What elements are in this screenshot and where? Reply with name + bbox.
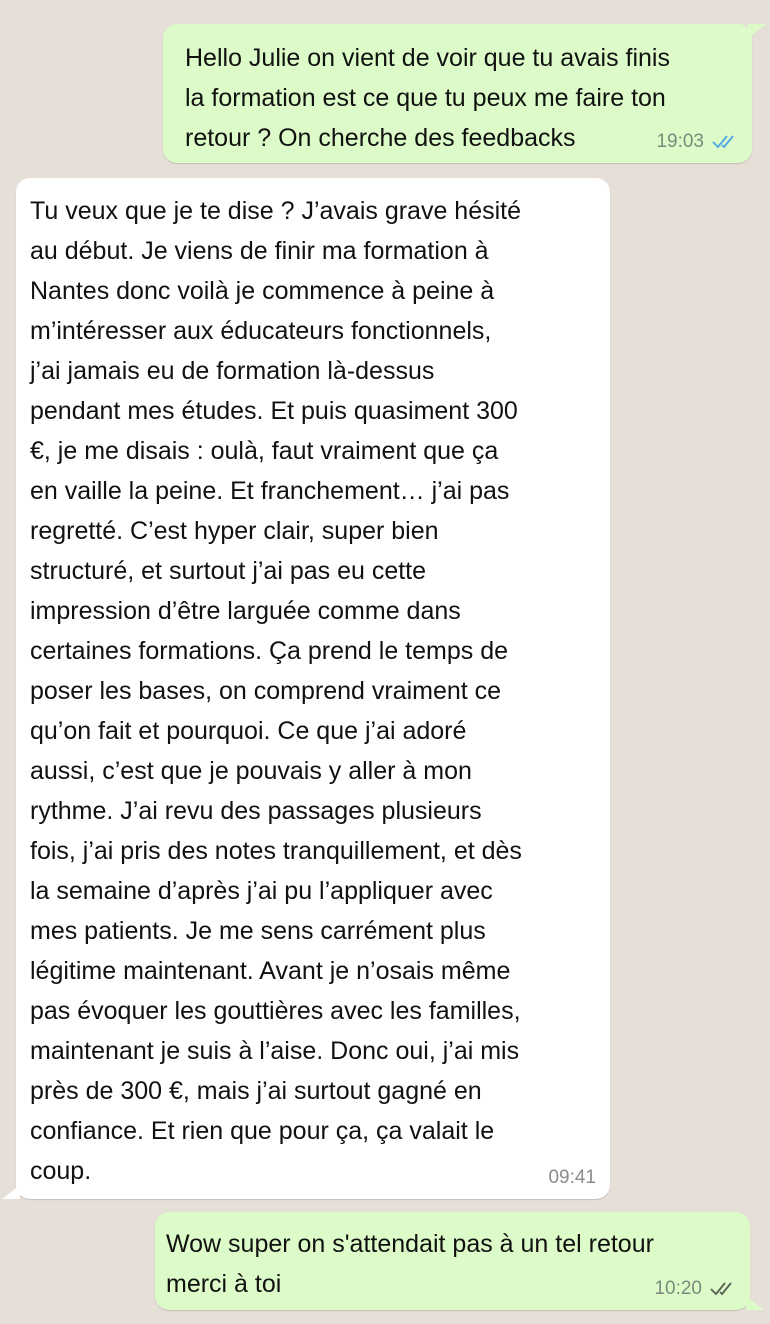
- outgoing-message-bubble[interactable]: [163, 24, 752, 163]
- message-text-line: fois, j’ai pris des notes tranquillement, et dès: [30, 837, 522, 865]
- message-text-line: aussi, c’est que je pouvais y aller à mon: [30, 757, 472, 785]
- message-text-line: merci à toi: [166, 1270, 282, 1298]
- message-time: 09:41: [548, 1167, 596, 1188]
- message-text-line: légitime maintenant. Avant je n’osais même: [30, 957, 511, 985]
- message-text-line: maintenant je suis à l’aise. Donc oui, j’ai mis: [30, 1037, 520, 1065]
- bubble-tail: [2, 1185, 20, 1199]
- bubble-tail: [746, 1296, 764, 1310]
- double-check-delivered-icon: [710, 1281, 736, 1297]
- message-text-line: certaines formations. Ça prend le temps de: [30, 637, 509, 665]
- message-time: 19:03: [656, 131, 704, 152]
- message-text-line: confiance. Et rien que pour ça, ça valait le: [30, 1117, 495, 1145]
- outgoing-message-bubble[interactable]: [155, 1212, 750, 1310]
- message-time: 10:20: [654, 1278, 702, 1299]
- message-text-line: Tu veux que je te dise ? J’avais grave hésité: [30, 197, 522, 225]
- message-text-line: pas évoquer les gouttières avec les familles,: [30, 997, 521, 1025]
- bubble-tail: [748, 24, 766, 38]
- message-text-line: poser les bases, on comprend vraiment ce: [30, 677, 502, 705]
- message-text-line: coup.: [30, 1157, 92, 1185]
- message-text-line: mes patients. Je me sens carrément plus: [30, 917, 486, 945]
- message-meta: [654, 1278, 736, 1300]
- message-meta: [548, 1167, 596, 1189]
- message-text-line: j’ai jamais eu de formation là-dessus: [30, 357, 435, 385]
- message-text-line: Nantes donc voilà je commence à peine à: [30, 277, 495, 305]
- message-meta: [656, 131, 738, 153]
- message-text-line: la semaine d’après j’ai pu l’appliquer avec: [30, 877, 493, 905]
- message-text-line: structuré, et surtout j’ai pas eu cette: [30, 557, 427, 585]
- message-text-line: regretté. C’est hyper clair, super bien: [30, 517, 439, 545]
- message-text-line: en vaille la peine. Et franchement… j’ai pas: [30, 477, 510, 505]
- incoming-message-bubble[interactable]: [16, 178, 610, 1199]
- message-text-line: Hello Julie on vient de voir que tu avais finis: [185, 44, 670, 72]
- message-text-line: qu’on fait et pourquoi. Ce que j’ai adoré: [30, 717, 467, 745]
- message-text-line: rythme. J’ai revu des passages plusieurs: [30, 797, 482, 825]
- message-text-line: pendant mes études. Et puis quasiment 300: [30, 397, 518, 425]
- message-text-line: la formation est ce que tu peux me faire ton: [185, 84, 666, 112]
- message-text-line: €, je me disais : oulà, faut vraiment que ça: [30, 437, 499, 465]
- message-text-line: Wow super on s'attendait pas à un tel retour: [166, 1230, 654, 1258]
- message-text-line: m’intéresser aux éducateurs fonctionnels,: [30, 317, 492, 345]
- double-check-read-icon: [712, 134, 738, 150]
- message-text-line: au début. Je viens de finir ma formation à: [30, 237, 489, 265]
- message-text: [30, 191, 610, 1191]
- message-text-line: près de 300 €, mais j’ai surtout gagné en: [30, 1077, 482, 1105]
- message-text-line: retour ? On cherche des feedbacks: [185, 124, 576, 152]
- message-text-line: impression d’être larguée comme dans: [30, 597, 461, 625]
